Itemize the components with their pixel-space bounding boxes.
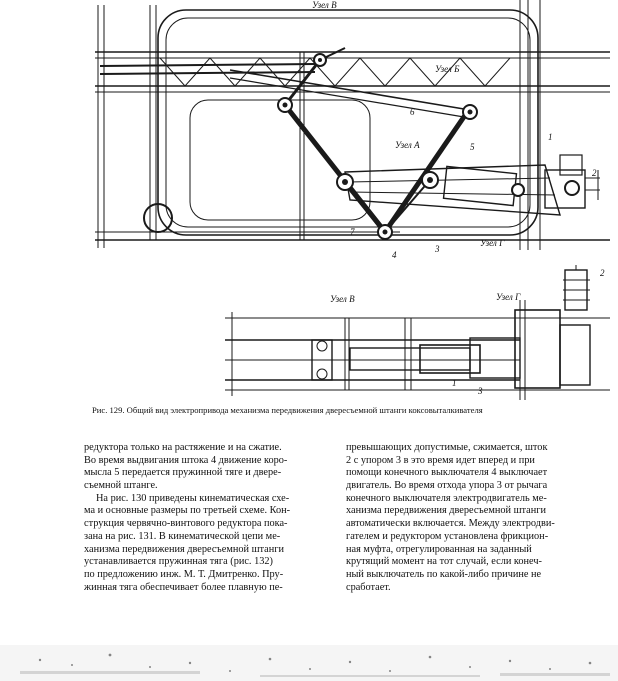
label-node-b: Узел Б xyxy=(435,64,460,74)
label-node-g-bottom: Узел Г xyxy=(496,292,521,302)
text-line: по предложению инж. М. Т. Дмитренко. Пру- xyxy=(84,568,284,580)
text-line: 2 с упором 3 в это время идет вперед и при xyxy=(346,454,535,466)
text-line: ма и основные размеры по третьей схеме. Кон- xyxy=(84,505,291,517)
label-node-a: Узел А xyxy=(395,140,420,150)
number-2-top: 2 xyxy=(592,168,597,178)
label-node-g-top: Узел Г xyxy=(480,238,505,248)
number-3-bottom: 3 xyxy=(478,386,483,396)
text-line: сработает. xyxy=(346,581,391,593)
text-line: автоматически включается. Между электродви- xyxy=(346,518,555,530)
text-line: ханизма передвижения двересъемной штанги xyxy=(84,543,284,555)
number-2-bottom: 2 xyxy=(600,268,605,278)
number-6-top: 6 xyxy=(410,107,415,117)
text-line: устанавливается пружинная тяга (рис. 132) xyxy=(84,556,273,568)
number-4-top: 4 xyxy=(392,250,397,260)
text-line: мысла 5 передается пружинной тяге и двере- xyxy=(84,467,282,479)
text-line: крутящий момент на тот случай, если конеч- xyxy=(346,556,542,568)
text-line: Во время выдвигания штока 4 движение коро- xyxy=(84,454,288,466)
number-3-top: 3 xyxy=(435,244,440,254)
number-7-top: 7 xyxy=(350,227,355,237)
text-line: редуктора только на растяжение и на сжатие. xyxy=(84,442,282,453)
text-line: зана на рис. 131. В кинематической цепи ме- xyxy=(84,530,281,542)
scan-noise xyxy=(0,605,618,681)
text-line: На рис. 130 приведены кинематическая схе- xyxy=(96,492,290,504)
text-line: конечного выключателя электродвигатель ме- xyxy=(346,492,547,504)
label-node-v-top: Узел В xyxy=(312,0,337,10)
number-5-top: 5 xyxy=(470,142,475,152)
text-column-left xyxy=(84,442,342,594)
text-column-right xyxy=(346,442,612,594)
text-line: съемной штанге. xyxy=(84,480,158,492)
text-line: превышающих допустимые, сжимается, шток xyxy=(346,442,548,453)
figure-caption: Рис. 129. Общий вид электропривода механизма передвижения двересъемной штанги коксовыталкивателя xyxy=(92,405,483,415)
text-line: двигатель. Во время отхода упора 3 от рычага xyxy=(346,480,548,492)
text-line: помощи конечного выключателя 4 выключает xyxy=(346,467,548,479)
text-line: ханизма передвижения двересъемной штанги xyxy=(346,505,546,517)
text-line: гателем и редуктором установлена фрикцион- xyxy=(346,530,549,542)
label-node-v-bottom: Узел В xyxy=(330,294,355,304)
text-line: ный выключатель по какой-либо причине не xyxy=(346,568,542,580)
number-1-bottom: 1 xyxy=(452,378,457,388)
text-line: струкция червячно-винтового редуктора пока- xyxy=(84,518,288,530)
number-1-top: 1 xyxy=(548,132,553,142)
text-line: ная муфта, отрегулированная на заданный xyxy=(346,543,532,555)
text-line: жинная тяга обеспечивает более плавную пе- xyxy=(84,581,283,593)
